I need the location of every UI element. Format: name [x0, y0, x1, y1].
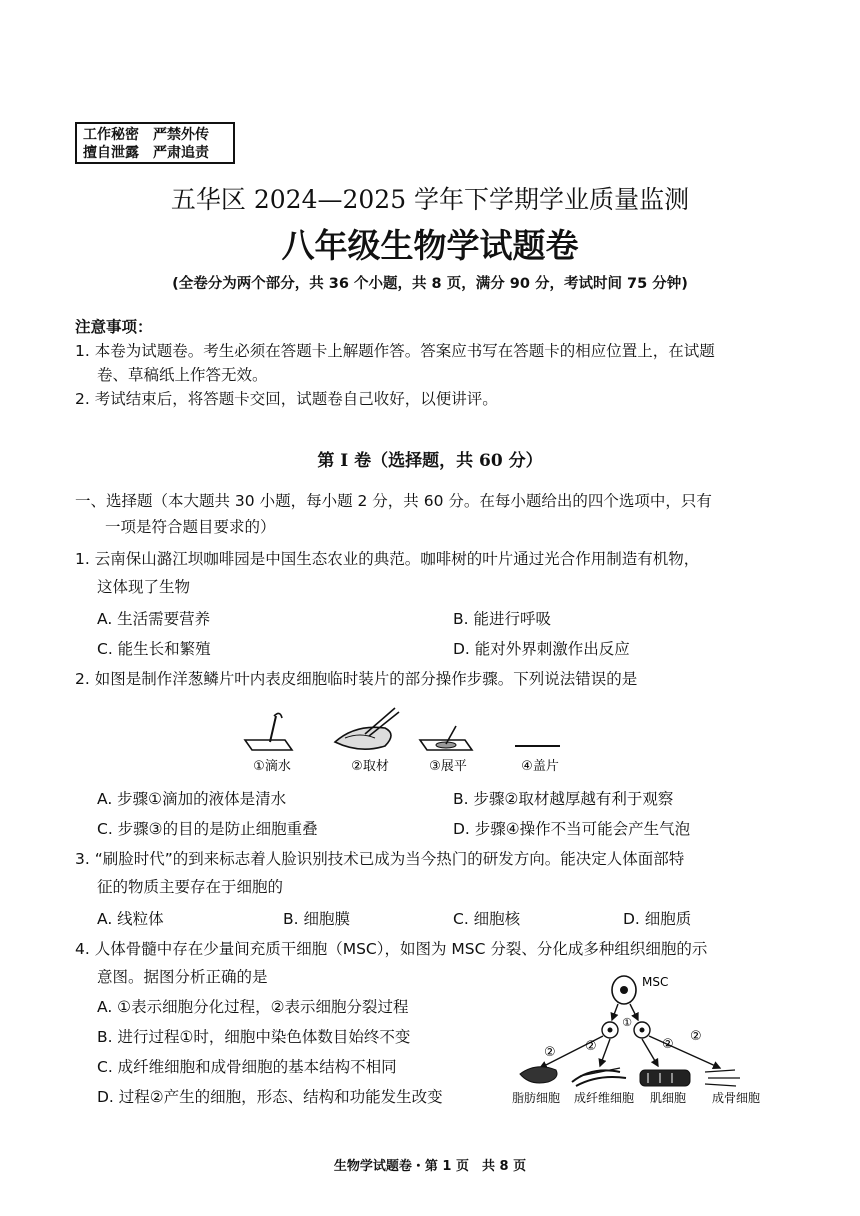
cell-label-osteoblast: 成骨细胞: [711, 1091, 761, 1105]
step1-label: ①滴水: [253, 759, 291, 774]
cell-label-fat: 脂肪细胞: [511, 1091, 561, 1105]
q3-stem-line-2: 征的物质主要存在于细胞的: [97, 878, 284, 896]
step2-tweezers-icon: [335, 708, 399, 749]
step2-label: ②取材: [351, 759, 389, 774]
q4-option-c: C. 成纤维细胞和成骨细胞的基本结构不相同: [97, 1058, 397, 1076]
exam-info: (全卷分为两个部分，共 36 个小题，共 8 页，满分 90 分，考试时间 75 分钟): [172, 276, 688, 292]
q2-stem: 2. 如图是制作洋葱鳞片叶内表皮细胞临时装片的部分操作步骤。下列说法错误的是: [75, 670, 638, 688]
step1-dropper-icon: [245, 713, 292, 750]
q1-stem-line-1: 1. 云南保山潞江坝咖啡园是中国生态农业的典范。咖啡树的叶片通过光合作用制造有机物，: [75, 550, 700, 568]
stamp-line-1: 工作秘密 严禁外传: [83, 127, 209, 143]
step3-label: ③展平: [429, 759, 467, 774]
q1-option-b: B. 能进行呼吸: [453, 610, 551, 628]
q3-option-d: D. 细胞质: [623, 910, 692, 928]
msc-diagram: [500, 968, 780, 1108]
process-2-marker-d: ②: [690, 1029, 702, 1044]
q3-option-a: A. 线粒体: [97, 910, 164, 928]
process-2-marker-b: ②: [585, 1039, 597, 1054]
q3-stem-line-1: 3. “刷脸时代”的到来标志着人脸识别技术已成为当今热门的研发方向。能决定人体面部特: [75, 850, 685, 868]
q2-option-c: C. 步骤③的目的是防止细胞重叠: [97, 820, 318, 838]
q4-stem-line-2: 意图。据图分析正确的是: [97, 968, 268, 986]
step4-label: ④盖片: [521, 759, 559, 774]
exam-subtitle: 八年级生物学试题卷: [281, 226, 579, 265]
q1-option-d: D. 能对外界刺激作出反应: [453, 640, 630, 658]
q4-option-a: A. ①表示细胞分化过程，②表示细胞分裂过程: [97, 998, 409, 1016]
exam-title: 五华区 2024—2025 学年下学期学业质量监测: [170, 185, 690, 214]
q1-stem-line-2: 这体现了生物: [97, 578, 191, 596]
q4-stem-line-1: 4. 人体骨髓中存在少量间充质干细胞（MSC），如图为 MSC 分裂、分化成多种组织细胞的示: [75, 940, 708, 958]
cell-label-muscle: 肌细胞: [649, 1091, 687, 1105]
fibroblast-shape: [572, 1068, 626, 1086]
cell-label-fibroblast: 成纤维细胞: [573, 1091, 635, 1105]
notice-item-1-line-2: 卷、草稿纸上作答无效。: [97, 366, 268, 384]
q3-option-c: C. 细胞核: [453, 910, 521, 928]
q1-option-a: A. 生活需要营养: [97, 610, 211, 628]
q2-steps-diagram: [230, 702, 610, 782]
step3-spread-icon: [420, 726, 472, 750]
stamp-line-2: 擅自泄露 严肃追责: [83, 145, 209, 161]
confidential-stamp: [75, 122, 235, 164]
msc-label: MSC: [642, 975, 669, 989]
process-2-marker-c: ②: [662, 1037, 674, 1052]
section-title: 第 I 卷（选择题，共 60 分）: [317, 451, 543, 471]
notice-item-2: 2. 考试结束后，将答题卡交回，试题卷自己收好，以便讲评。: [75, 390, 498, 408]
section-instruction-line-1: 一、选择题（本大题共 30 小题，每小题 2 分，共 60 分。在每小题给出的四个选项中，只有: [75, 492, 712, 510]
q2-option-b: B. 步骤②取材越厚越有利于观察: [453, 790, 674, 808]
process-1-marker: ①: [622, 1016, 632, 1029]
notice-heading: 注意事项：: [75, 318, 153, 336]
osteoblast-shape: [705, 1070, 740, 1086]
section-instruction-line-2: 一项是符合题目要求的）: [105, 518, 276, 536]
q3-option-b: B. 细胞膜: [283, 910, 350, 928]
page-footer: 生物学试题卷・第 1 页 共 8 页: [333, 1159, 527, 1174]
q4-option-b: B. 进行过程①时，细胞中染色体数目始终不变: [97, 1028, 411, 1046]
q4-option-d: D. 过程②产生的细胞，形态、结构和功能发生改变: [97, 1088, 443, 1106]
q2-option-d: D. 步骤④操作不当可能会产生气泡: [453, 820, 691, 838]
q2-option-a: A. 步骤①滴加的液体是清水: [97, 790, 287, 808]
notice-item-1-line-1: 1. 本卷为试题卷。考生必须在答题卡上解题作答。答案应书写在答题卡的相应位置上，在试题: [75, 342, 715, 360]
process-2-marker-a: ②: [544, 1045, 556, 1060]
fat-cell-shape: [520, 1067, 557, 1083]
q1-option-c: C. 能生长和繁殖: [97, 640, 211, 658]
muscle-cell-shape: [640, 1070, 690, 1086]
